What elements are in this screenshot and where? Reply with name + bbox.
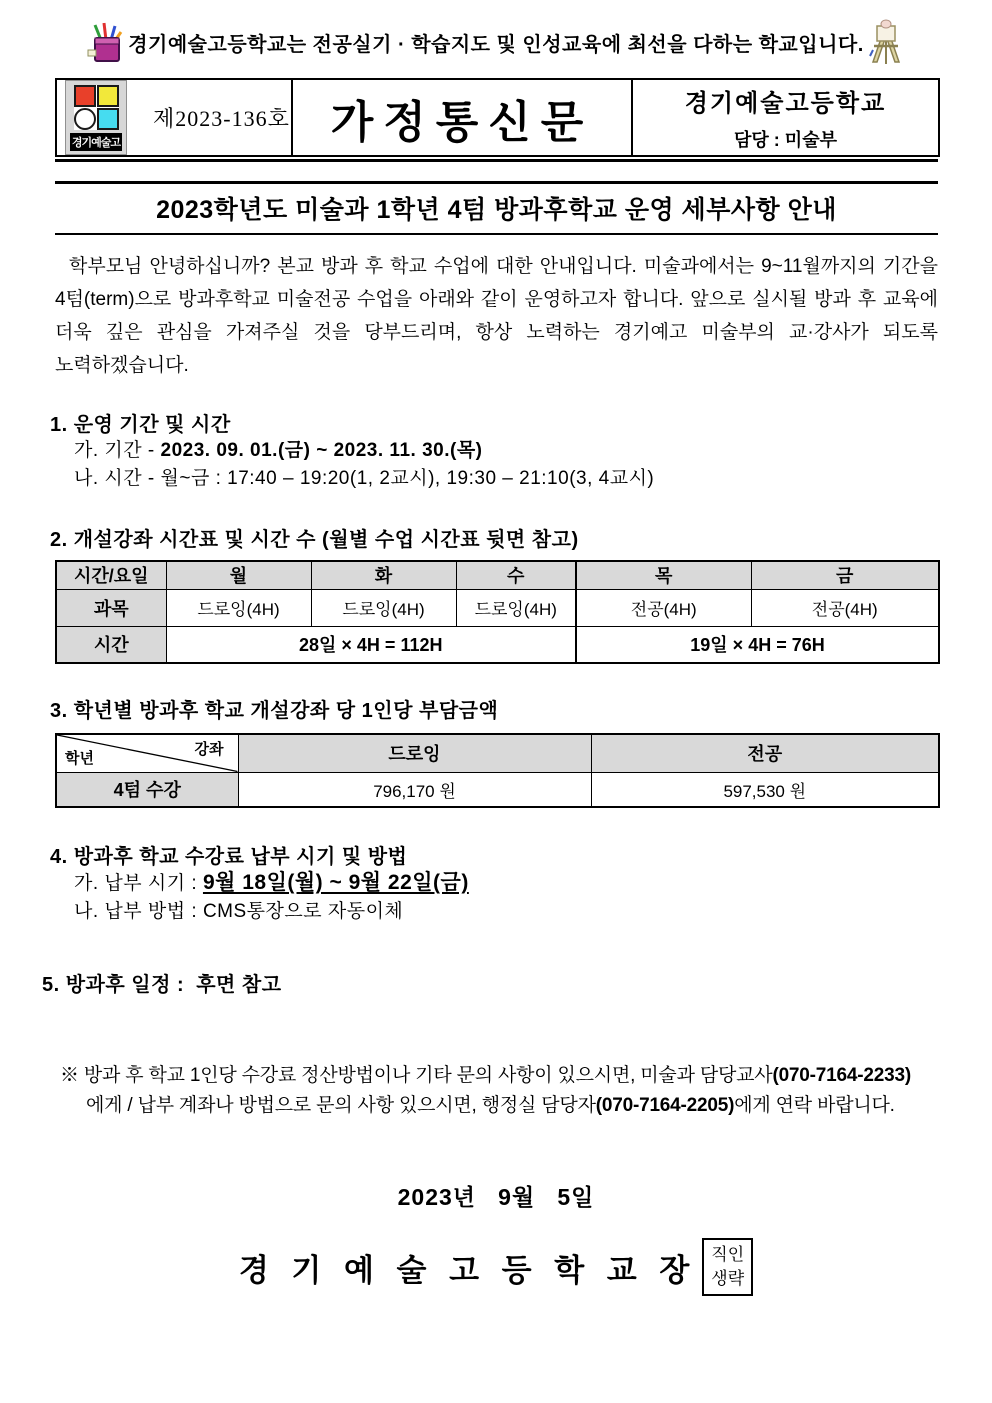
subject-fri: 전공(4H) bbox=[751, 589, 939, 626]
stamp-line-1: 직인 bbox=[711, 1245, 745, 1264]
hours-mon-wed: 28일 × 4H = 112H bbox=[166, 626, 576, 663]
section-5-heading: 5. 방과후 일정 : 후면 참고 bbox=[42, 974, 282, 996]
corner-label-course: 강좌 bbox=[194, 741, 224, 758]
schedule-corner-cell: 시간/요일 bbox=[56, 561, 166, 589]
header-left-cell bbox=[56, 79, 292, 156]
fee-col-major: 전공 bbox=[591, 734, 939, 772]
note-phone-art-dept: (070-7164-2233) bbox=[772, 1065, 911, 1086]
schedule-time-row bbox=[56, 626, 939, 663]
header-middle-cell bbox=[292, 79, 632, 156]
period-label: 가. 기간 - bbox=[74, 440, 161, 461]
top-banner bbox=[0, 0, 992, 66]
day-mon: 월 bbox=[166, 561, 311, 589]
section-4-item-timing bbox=[50, 869, 938, 898]
period-value: 2023. 09. 01.(금) ~ 2023. 11. 30.(목) bbox=[160, 440, 483, 461]
section-schedule-ref bbox=[42, 968, 938, 997]
notice-title: 2023학년도 미술과 1학년 4텀 방과후학교 운영 세부사항 안내 bbox=[55, 181, 938, 235]
school-name: 경기예술고등학교 bbox=[684, 90, 887, 117]
fee-col-drawing: 드로잉 bbox=[238, 734, 591, 772]
logo-caption: 경기예술고 bbox=[70, 133, 122, 151]
day-fri: 금 bbox=[751, 561, 939, 589]
fee-corner-cell bbox=[56, 734, 238, 772]
day-wed: 수 bbox=[456, 561, 576, 589]
fee-drawing-value: 796,170 원 bbox=[238, 772, 591, 807]
logo-white-circle bbox=[74, 108, 96, 130]
note-text-3: 에게 연락 바랍니다. bbox=[734, 1095, 895, 1116]
document-type-title: 가정통신문 bbox=[330, 97, 594, 147]
easel-icon bbox=[866, 18, 906, 66]
section-1-item-time: 나. 시간 - 월~금 : 17:40 – 19:20(1, 2교시), 19:30 – 21:10(3, 4교시) bbox=[74, 468, 655, 489]
schedule-subject-row bbox=[56, 589, 939, 626]
logo-yellow-square bbox=[97, 85, 119, 107]
issue-date: 2023년 9월 5일 bbox=[397, 1184, 595, 1210]
contact-note bbox=[60, 1061, 942, 1121]
department-line: 담당 : 미술부 bbox=[734, 130, 837, 150]
logo-cyan-square bbox=[97, 108, 119, 130]
section-2-heading: 2. 개설강좌 시간표 및 시간 수 (월별 수업 시간표 뒷면 참고) bbox=[50, 529, 579, 551]
section-operation-period bbox=[50, 408, 938, 493]
intro-paragraph: 학부모님 안녕하십니까? 본교 방과 후 학교 수업에 대한 안내입니다. 미술과에서는 9~11월까지의 기간을 4텀(term)으로 방과후학교 미술전공 수업을 아래와 같이 운영하고자 합니다. 앞으로 실시될 방과 후 교육에 더욱 깊은 관심을 가져주실 것을 당부드리며, 항상 노력하는 경기예고 미술부의 교·강사가 되도록 노력하겠습니다. bbox=[55, 256, 938, 376]
school-logo-grid bbox=[74, 85, 119, 130]
document-number: 제2023-136호 bbox=[153, 106, 290, 131]
section-fees bbox=[50, 694, 938, 808]
subject-tue: 드로잉(4H) bbox=[311, 589, 456, 626]
section-1-item-period bbox=[50, 437, 938, 465]
day-tue: 화 bbox=[311, 561, 456, 589]
header-divider-line bbox=[55, 159, 938, 162]
subject-thu: 전공(4H) bbox=[576, 589, 751, 626]
subject-row-label: 과목 bbox=[56, 589, 166, 626]
document-header-table bbox=[55, 78, 940, 157]
day-thu: 목 bbox=[576, 561, 751, 589]
section-3-heading: 3. 학년별 방과후 학교 개설강좌 당 1인당 부담금액 bbox=[50, 700, 499, 722]
pencil-cup-icon bbox=[86, 20, 126, 64]
corner-label-grade: 학년 bbox=[65, 749, 94, 767]
payment-timing-label: 가. 납부 시기 : bbox=[74, 873, 203, 894]
fee-table bbox=[55, 733, 940, 808]
section-schedule bbox=[50, 523, 938, 664]
payment-timing-value: 9월 18일(월) ~ 9월 22일(금) bbox=[202, 871, 469, 894]
schedule-header-row bbox=[56, 561, 939, 589]
note-text-1: ※ 방과 후 학교 1인당 수강료 정산방법이나 기타 문의 사항이 있으시면, 미술과 담당교사 bbox=[60, 1065, 773, 1086]
section-4-item-method: 나. 납부 방법 : CMS통장으로 자동이체 bbox=[74, 901, 404, 922]
fee-header-row bbox=[56, 734, 939, 772]
note-text-2: 에게 / 납부 계좌나 방법으로 문의 사항 있으시면, 행정실 담당자 bbox=[86, 1095, 596, 1116]
section-1-heading: 1. 운영 기간 및 시간 bbox=[50, 414, 231, 436]
section-4-heading: 4. 방과후 학교 수강료 납부 시기 및 방법 bbox=[50, 846, 408, 868]
logo-red-square bbox=[74, 85, 96, 107]
signature-row bbox=[0, 1238, 992, 1296]
subject-mon: 드로잉(4H) bbox=[166, 589, 311, 626]
fee-data-row bbox=[56, 772, 939, 807]
principal-signature: 경 기 예 술 고 등 학 교 장 bbox=[238, 1252, 697, 1288]
header-right-cell bbox=[632, 79, 939, 156]
banner-slogan: 경기예술고등학교는 전공실기 · 학습지도 및 인성교육에 최선을 다하는 학교입니다. bbox=[128, 33, 864, 56]
subject-wed: 드로잉(4H) bbox=[456, 589, 576, 626]
stamp-line-2: 생략 bbox=[711, 1269, 745, 1288]
time-row-label: 시간 bbox=[56, 626, 166, 663]
fee-major-value: 597,530 원 bbox=[591, 772, 939, 807]
schedule-table bbox=[55, 560, 940, 664]
section-payment bbox=[50, 840, 938, 926]
note-phone-admin: (070-7164-2205) bbox=[595, 1095, 735, 1116]
stamp-omitted-box bbox=[702, 1238, 753, 1296]
school-logo bbox=[65, 80, 127, 155]
fee-row-label: 4텀 수강 bbox=[56, 772, 238, 807]
hours-thu-fri: 19일 × 4H = 76H bbox=[576, 626, 939, 663]
